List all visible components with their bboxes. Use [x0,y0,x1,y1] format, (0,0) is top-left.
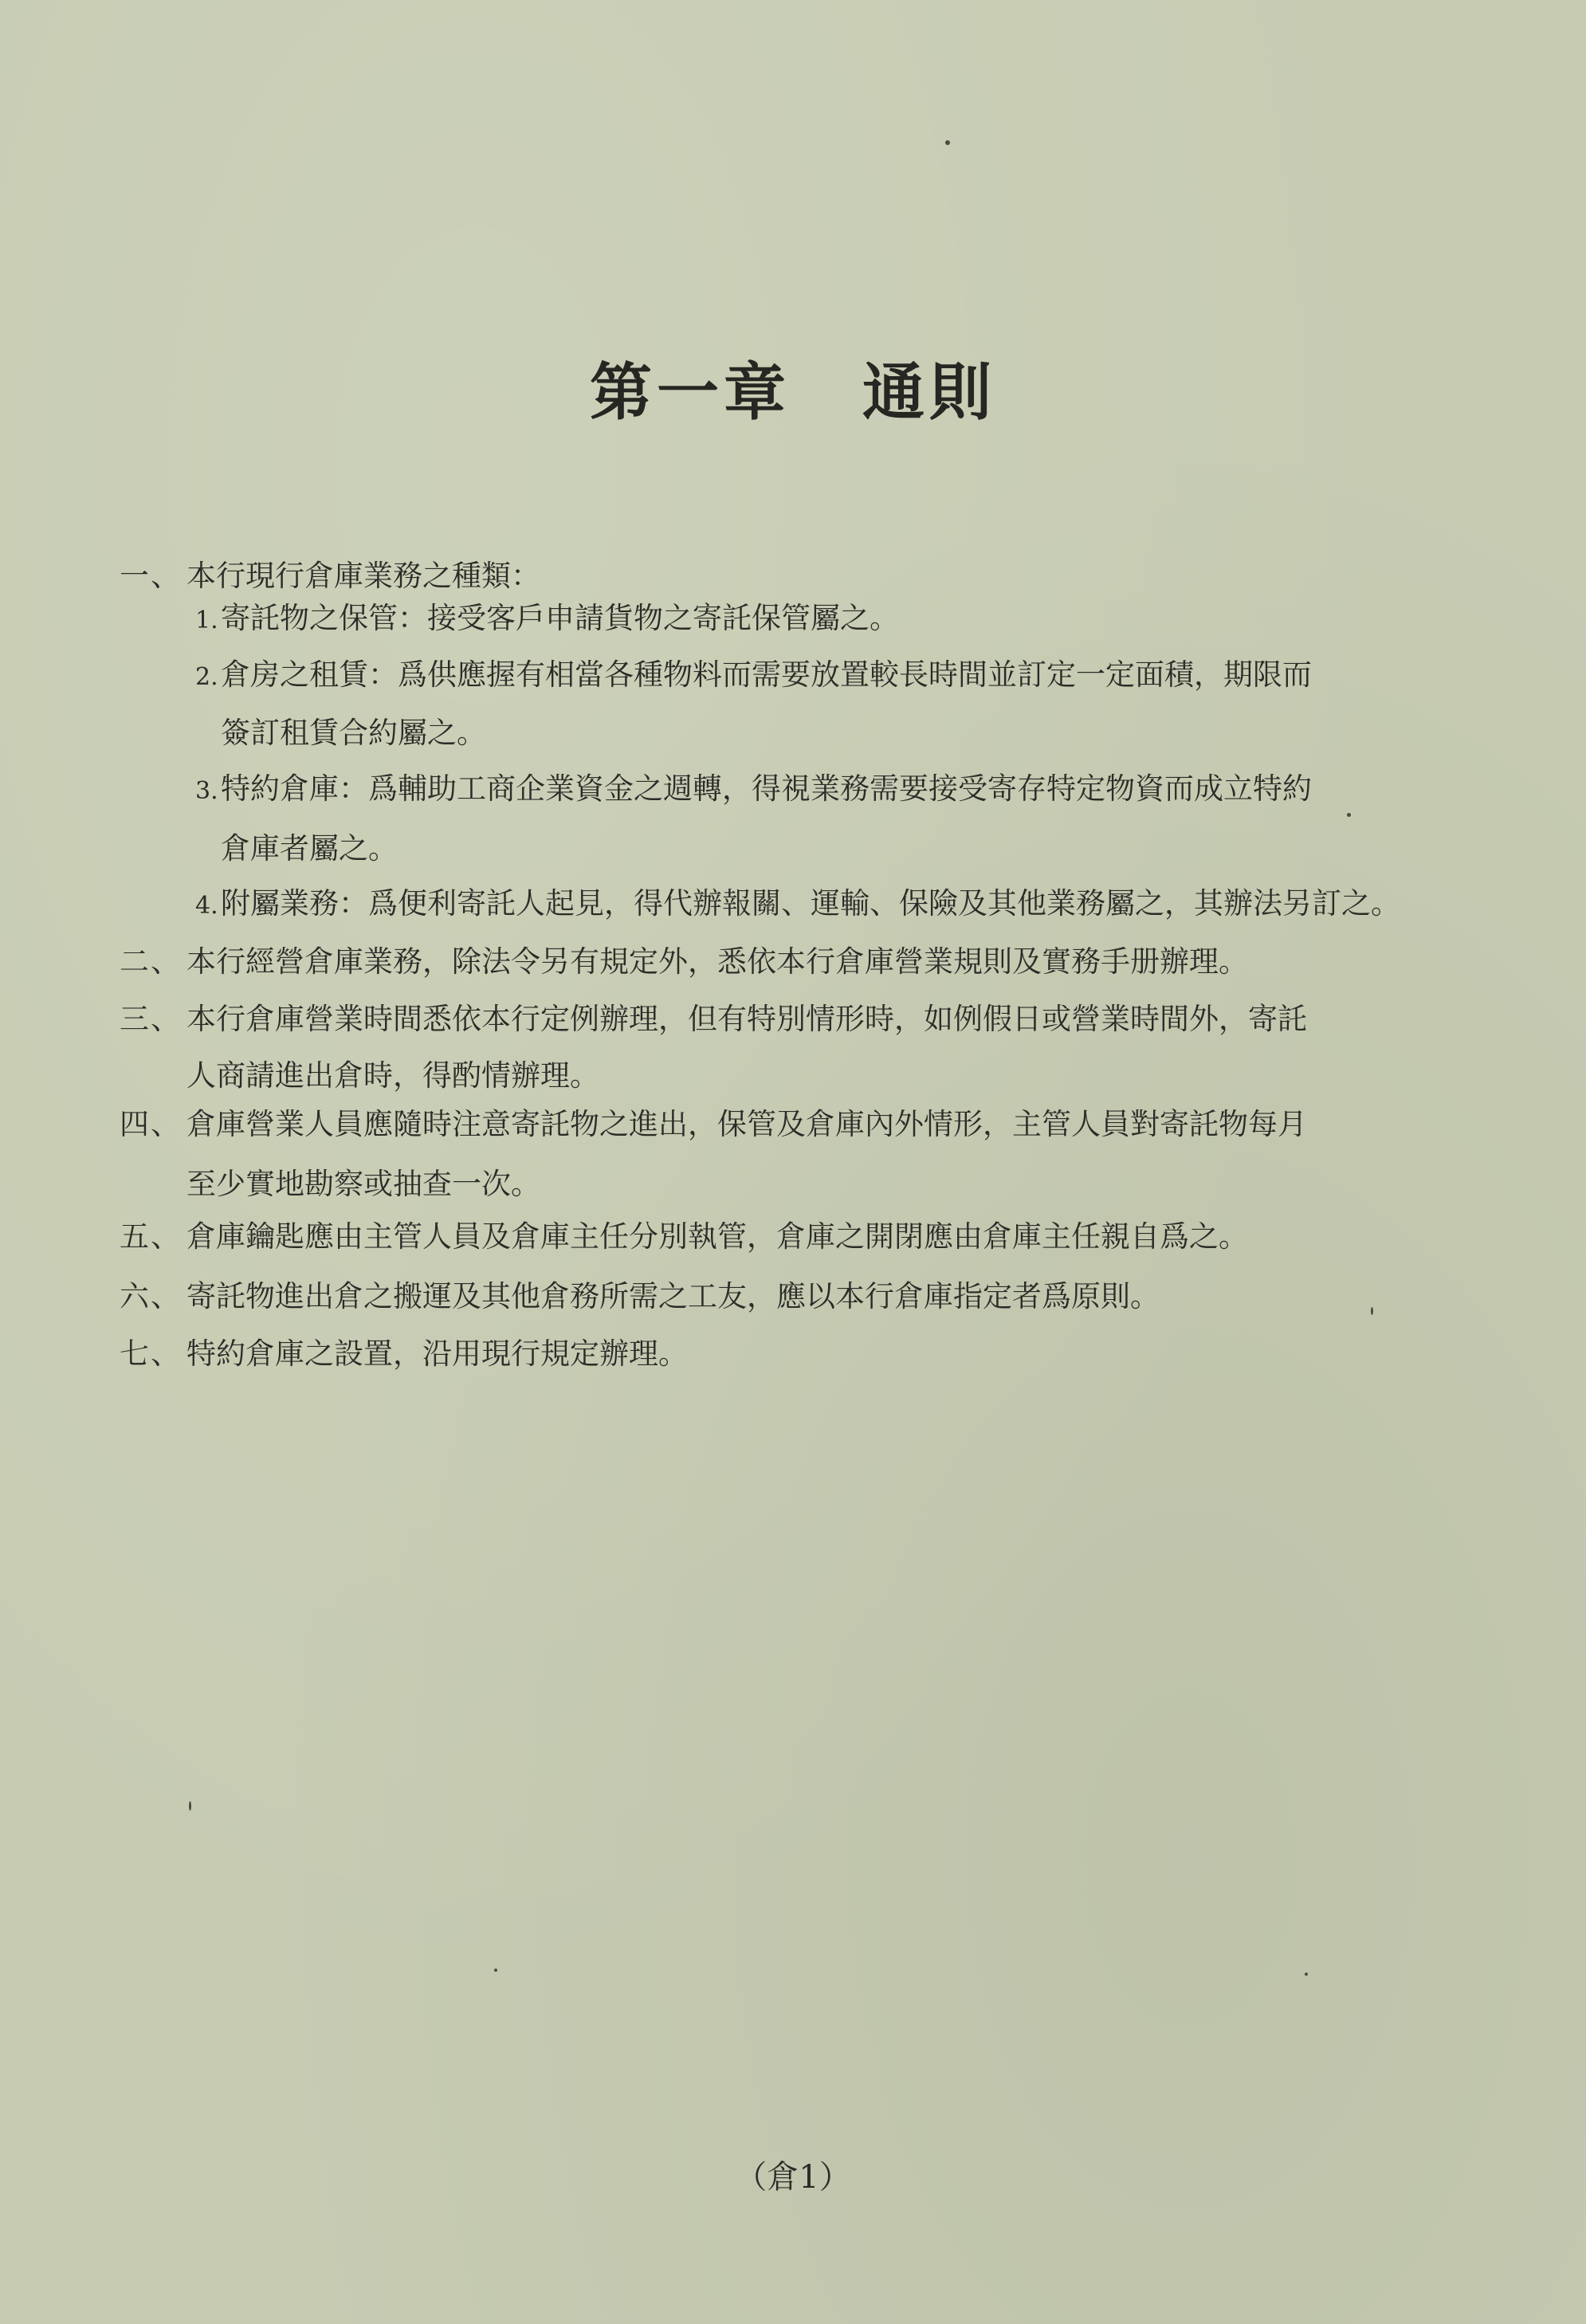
item-number: 五、 [120,1219,182,1254]
sub-item-number: 4. [195,892,218,920]
item-number: 二、 [120,944,182,979]
sub-item-text: 倉房之租賃：爲供應握有相當各種物料而需要放置較長時間並訂定一定面積，期限而 [221,658,1312,692]
rule-item [120,990,1443,1048]
sub-item-number: 2. [195,663,218,691]
chapter-number: 第一章 [589,356,791,429]
item-text: 特約倉庫之設置，沿用現行規定辦理。 [186,1337,688,1371]
sub-item-continuation: 簽訂租賃合約屬之。 [221,716,486,750]
item-continuation: 至少實地勘察或抽查一次。 [186,1167,540,1201]
rule-item [120,932,1443,991]
rule-item [120,1095,1443,1153]
item-number: 三、 [120,1002,182,1036]
item-number: 一、 [120,559,182,593]
paper-speck [1305,1973,1308,1976]
sub-item [195,589,899,650]
paper-speck [494,1969,497,1972]
chapter-title [0,343,1586,432]
sub-item-text: 寄託物之保管：接受客戶申請貨物之寄託保管屬之。 [221,601,899,635]
item-number: 六、 [120,1279,182,1313]
sub-item-number: 1. [195,607,218,634]
item-number: 七、 [120,1337,182,1371]
paper-speck [945,140,950,145]
item-continuation: 人商請進出倉時，得酌情辦理。 [186,1058,599,1093]
sub-item-text: 附屬業務：爲便利寄託人起見，得代辦報關、運輸、保險及其他業務屬之，其辦法另訂之。 [221,886,1400,921]
item-text: 本行現行倉庫業務之種類： [186,559,540,593]
sub-item-number: 3. [195,777,218,805]
rule-item [120,1207,1443,1266]
rule-item [120,1325,1443,1383]
paper-speck [1347,813,1351,817]
paper-speck [189,1801,191,1811]
item-text: 本行經營倉庫業務，除法令另有規定外，悉依本行倉庫營業規則及實務手册辦理。 [186,944,1248,979]
item-text: 倉庫鑰匙應由主管人員及倉庫主任分別執管，倉庫之開閉應由倉庫主任親自爲之。 [186,1219,1248,1254]
paper-speck [1371,1307,1373,1315]
sub-item [195,760,1312,820]
sub-item-text: 特約倉庫：爲輔助工商企業資金之週轉，得視業務需要接受寄存特定物資而成立特約 [221,771,1312,806]
item-number: 四、 [120,1107,182,1141]
item-text: 寄託物進出倉之搬運及其他倉務所需之工友，應以本行倉庫指定者爲原則。 [186,1279,1160,1313]
item-text: 倉庫營業人員應隨時注意寄託物之進出，保管及倉庫內外情形，主管人員對寄託物每月 [186,1107,1307,1141]
item-text: 本行倉庫營業時間悉依本行定例辦理，但有特別情形時，如例假日或營業時間外，寄託 [186,1002,1307,1036]
sub-item-continuation: 倉庫者屬之。 [221,831,398,866]
sub-item [195,646,1312,706]
rule-item [120,1267,1443,1325]
chapter-name: 通則 [862,356,997,429]
sub-item [195,874,1400,935]
page-number: （倉1） [735,2159,851,2196]
